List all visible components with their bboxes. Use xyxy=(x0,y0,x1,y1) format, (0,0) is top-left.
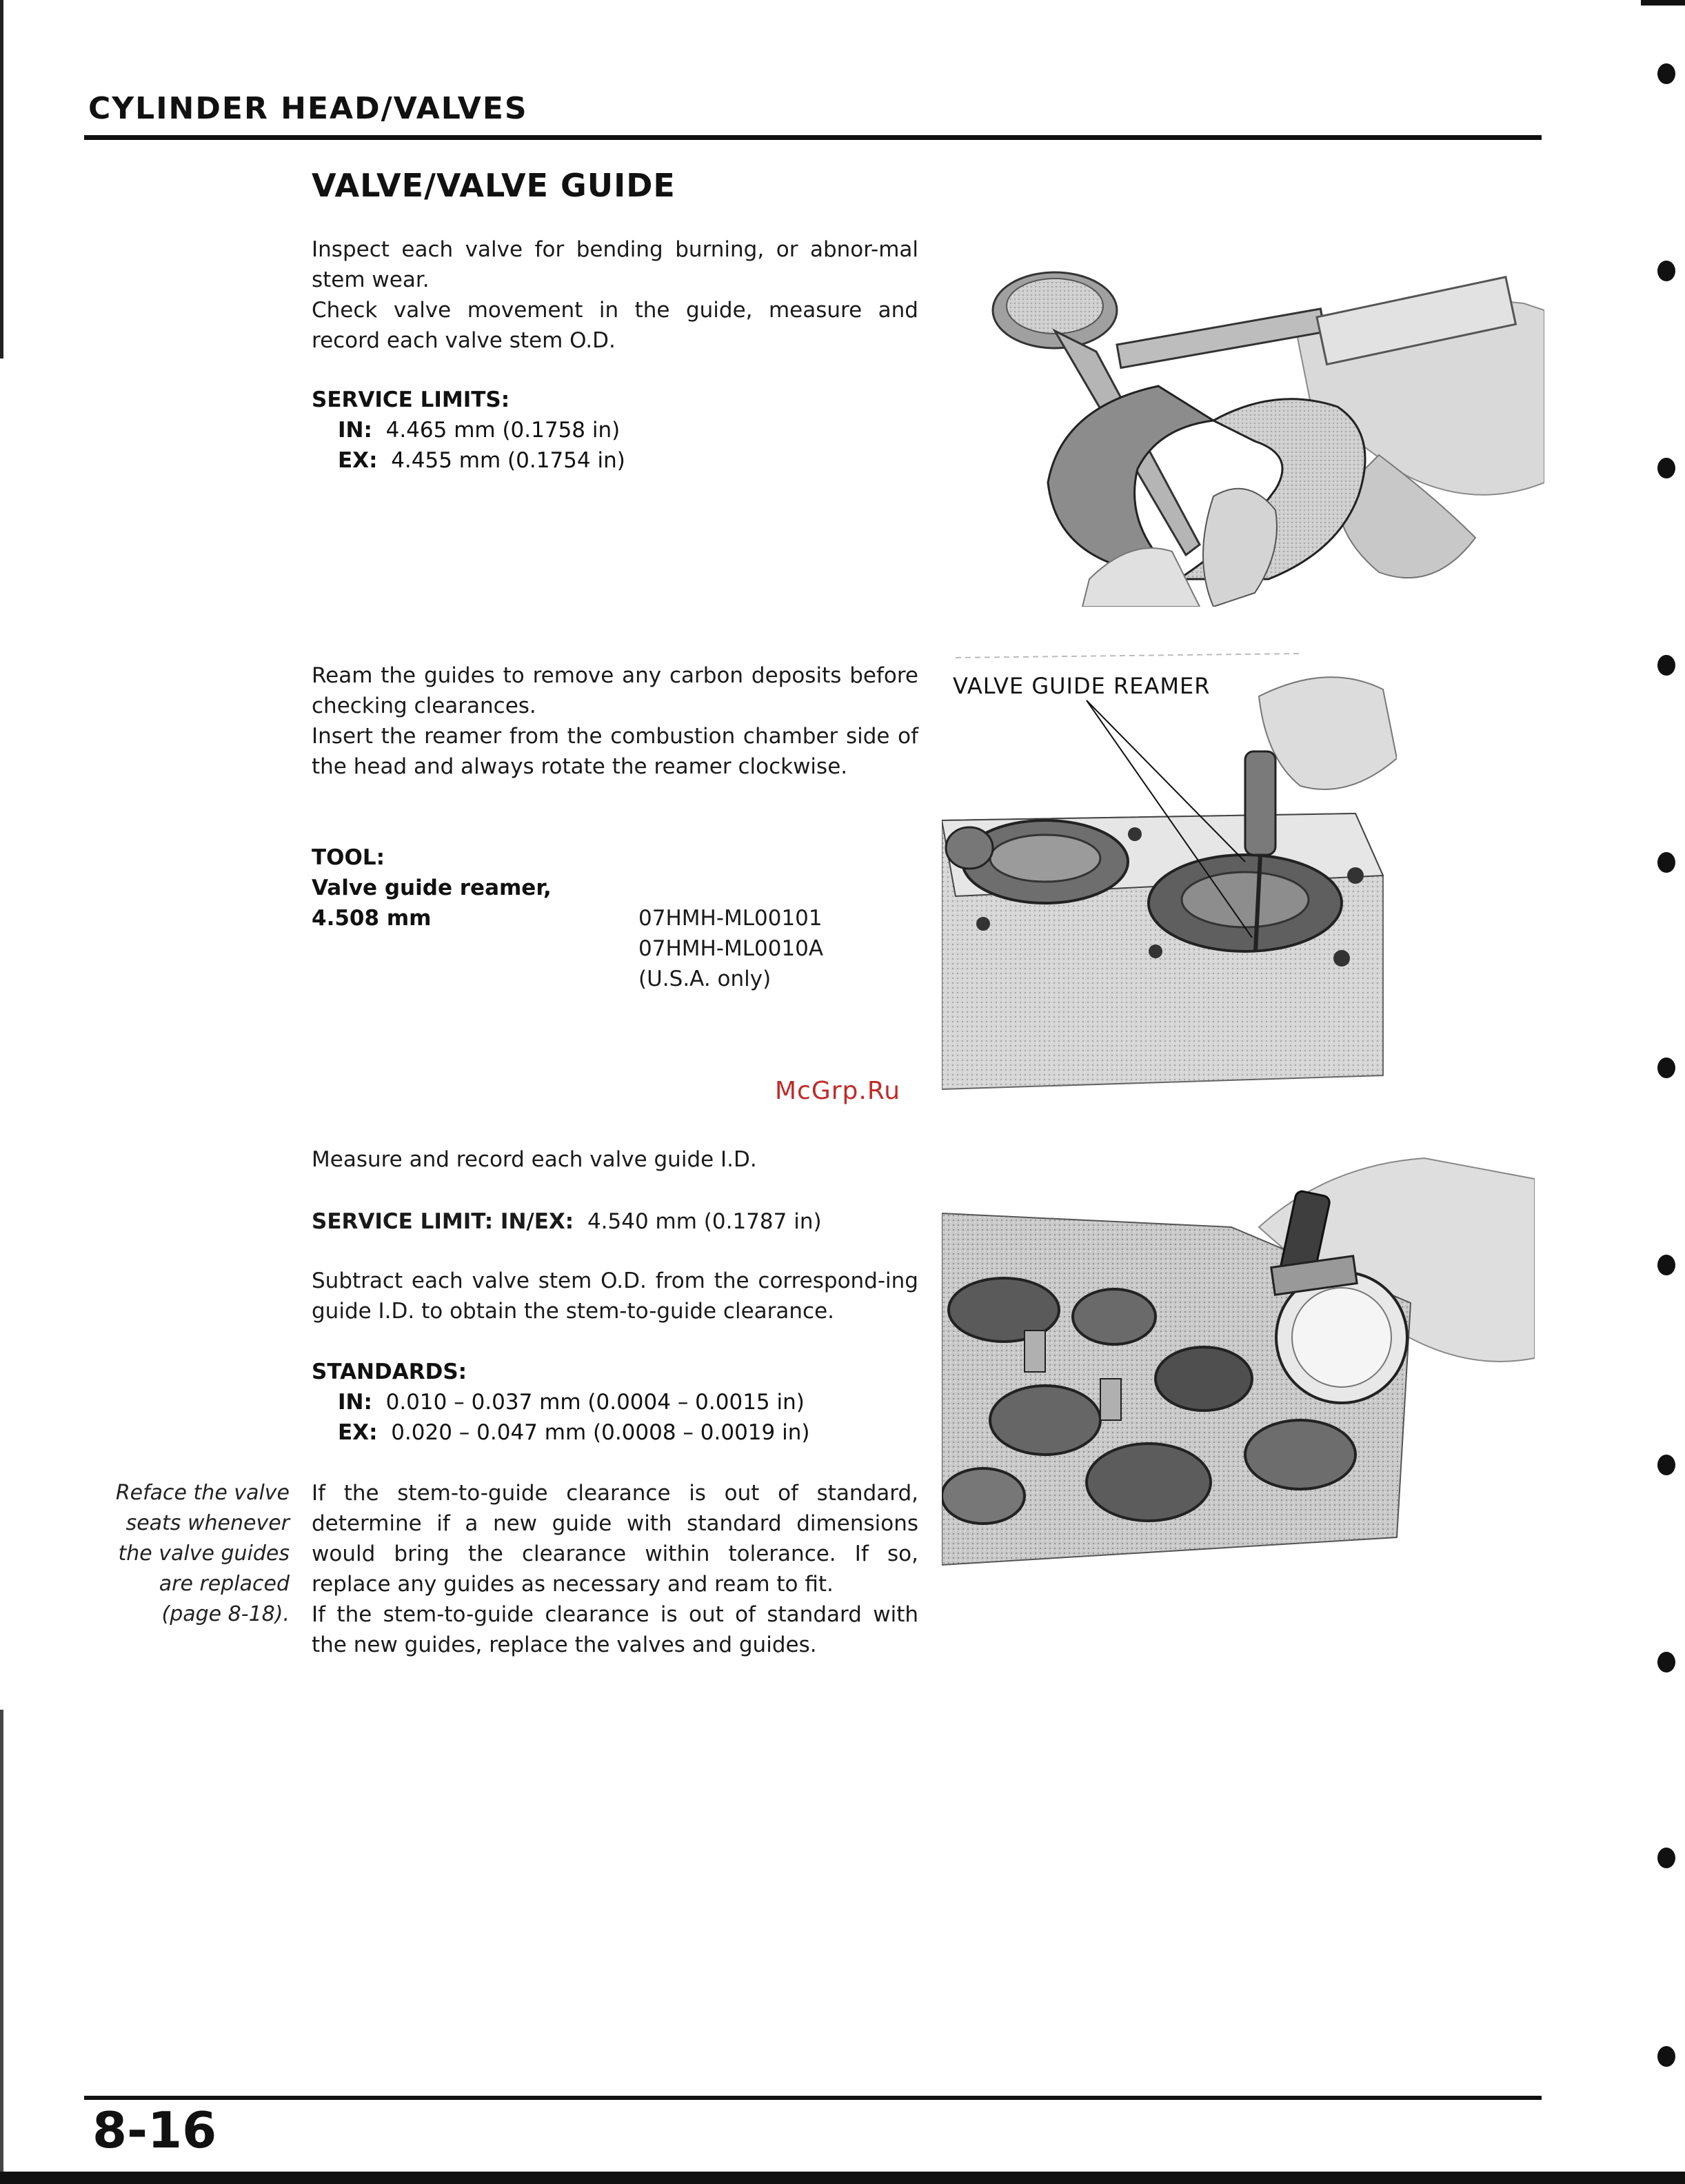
footer-rule xyxy=(84,2096,1542,2100)
reamer-callout-label: VALVE GUIDE REAMER xyxy=(953,673,1211,699)
guide-limit-value: 4.540 mm (0.1787 in) xyxy=(587,1209,822,1234)
chapter-title: CYLINDER HEAD/VALVES xyxy=(88,91,528,126)
tool-name-line1: Valve guide reamer, xyxy=(312,876,552,900)
guide-limit-label: SERVICE LIMIT: IN/EX: xyxy=(312,1209,574,1234)
service-limits-label: SERVICE LIMITS: xyxy=(312,387,510,412)
insert-reamer-paragraph: Insert the reamer from the combustion chamber side of the head and always rotate the reamer clockwise. xyxy=(312,724,918,779)
tool-name-line2: 4.508 mm xyxy=(312,906,432,931)
valve-guide-bore-gauge-photo xyxy=(942,1151,1535,1586)
side-note-line: Reface the valve xyxy=(115,1481,290,1505)
replace-valves-paragraph: If the stem-to-guide clearance is out of standard with the new guides, replace the valves and guides. xyxy=(312,1602,918,1657)
ex-value: 4.455 mm (0.1754 in) xyxy=(391,448,625,473)
guide-service-limit xyxy=(312,1206,822,1237)
scan-edge-bottom xyxy=(0,2172,1685,2184)
binder-dot xyxy=(1657,1848,1675,1868)
standard-ex-value: 0.020 – 0.047 mm (0.0008 – 0.0019 in) xyxy=(391,1420,810,1445)
scan-edge-top-right xyxy=(1641,0,1685,6)
binder-dot xyxy=(1657,63,1675,84)
service-limit-ex xyxy=(338,445,625,476)
binder-dot xyxy=(1657,1652,1675,1672)
side-note-line: are replaced xyxy=(159,1572,290,1596)
tool-part-number-2: 07HMH-ML0010A xyxy=(638,936,824,961)
in-label: IN: xyxy=(338,418,372,443)
subtract-paragraph: Subtract each valve stem O.D. from the correspond-ing guide I.D. to obtain the stem-to-guide clearance. xyxy=(312,1268,918,1324)
binder-dot xyxy=(1657,655,1675,676)
in-value: 4.465 mm (0.1758 in) xyxy=(385,418,620,443)
reface-side-note xyxy=(97,1478,290,1630)
binder-dot xyxy=(1657,2046,1675,2067)
standard-ex-label: EX: xyxy=(338,1420,378,1445)
valve-guide-reamer-photo xyxy=(942,648,1397,1096)
side-note-line: (page 8-18). xyxy=(161,1602,290,1626)
tool-usa-only-note: (U.S.A. only) xyxy=(638,967,771,991)
standard-in-label: IN: xyxy=(338,1390,372,1415)
check-paragraph: Check valve movement in the guide, measure and record each valve stem O.D. xyxy=(312,298,918,353)
side-note-line: seats whenever xyxy=(125,1511,290,1535)
inspect-paragraph: Inspect each valve for bending burning, or abnor-mal stem wear. xyxy=(312,237,918,292)
binder-dot xyxy=(1657,1058,1675,1078)
side-note-line: the valve guides xyxy=(118,1541,290,1566)
page-number: 8-16 xyxy=(92,2101,217,2159)
ream-paragraph: Ream the guides to remove any carbon deposits before checking clearances. xyxy=(312,663,918,718)
tool-part-number-1: 07HMH-ML00101 xyxy=(638,906,823,931)
scan-edge-left-lower xyxy=(0,1710,3,2184)
binder-dot xyxy=(1657,852,1675,873)
binder-dot xyxy=(1657,1255,1675,1275)
binder-dot xyxy=(1657,458,1675,478)
service-limit-in xyxy=(338,415,620,445)
valve-micrometer-photo xyxy=(951,248,1544,607)
header-rule xyxy=(84,135,1542,140)
ex-label: EX: xyxy=(338,448,378,473)
standard-in-value: 0.010 – 0.037 mm (0.0004 – 0.0015 in) xyxy=(385,1390,805,1415)
standards-label: STANDARDS: xyxy=(312,1359,467,1384)
watermark-link[interactable]: McGrp.Ru xyxy=(775,1077,901,1105)
section-title: VALVE/VALVE GUIDE xyxy=(312,167,676,204)
binder-dot xyxy=(1657,261,1675,281)
scan-edge-left xyxy=(0,0,3,358)
out-of-standard-paragraph: If the stem-to-guide clearance is out of standard, determine if a new guide with standard dimensions would bring the clearance within tolerance. If so, replace any guides as necessary and ream to fit. xyxy=(312,1481,918,1597)
standard-in xyxy=(338,1387,805,1417)
measure-guide-paragraph: Measure and record each valve guide I.D. xyxy=(312,1147,757,1172)
tool-label: TOOL: xyxy=(312,845,385,870)
binder-dot xyxy=(1657,1455,1675,1475)
standard-ex xyxy=(338,1417,809,1448)
